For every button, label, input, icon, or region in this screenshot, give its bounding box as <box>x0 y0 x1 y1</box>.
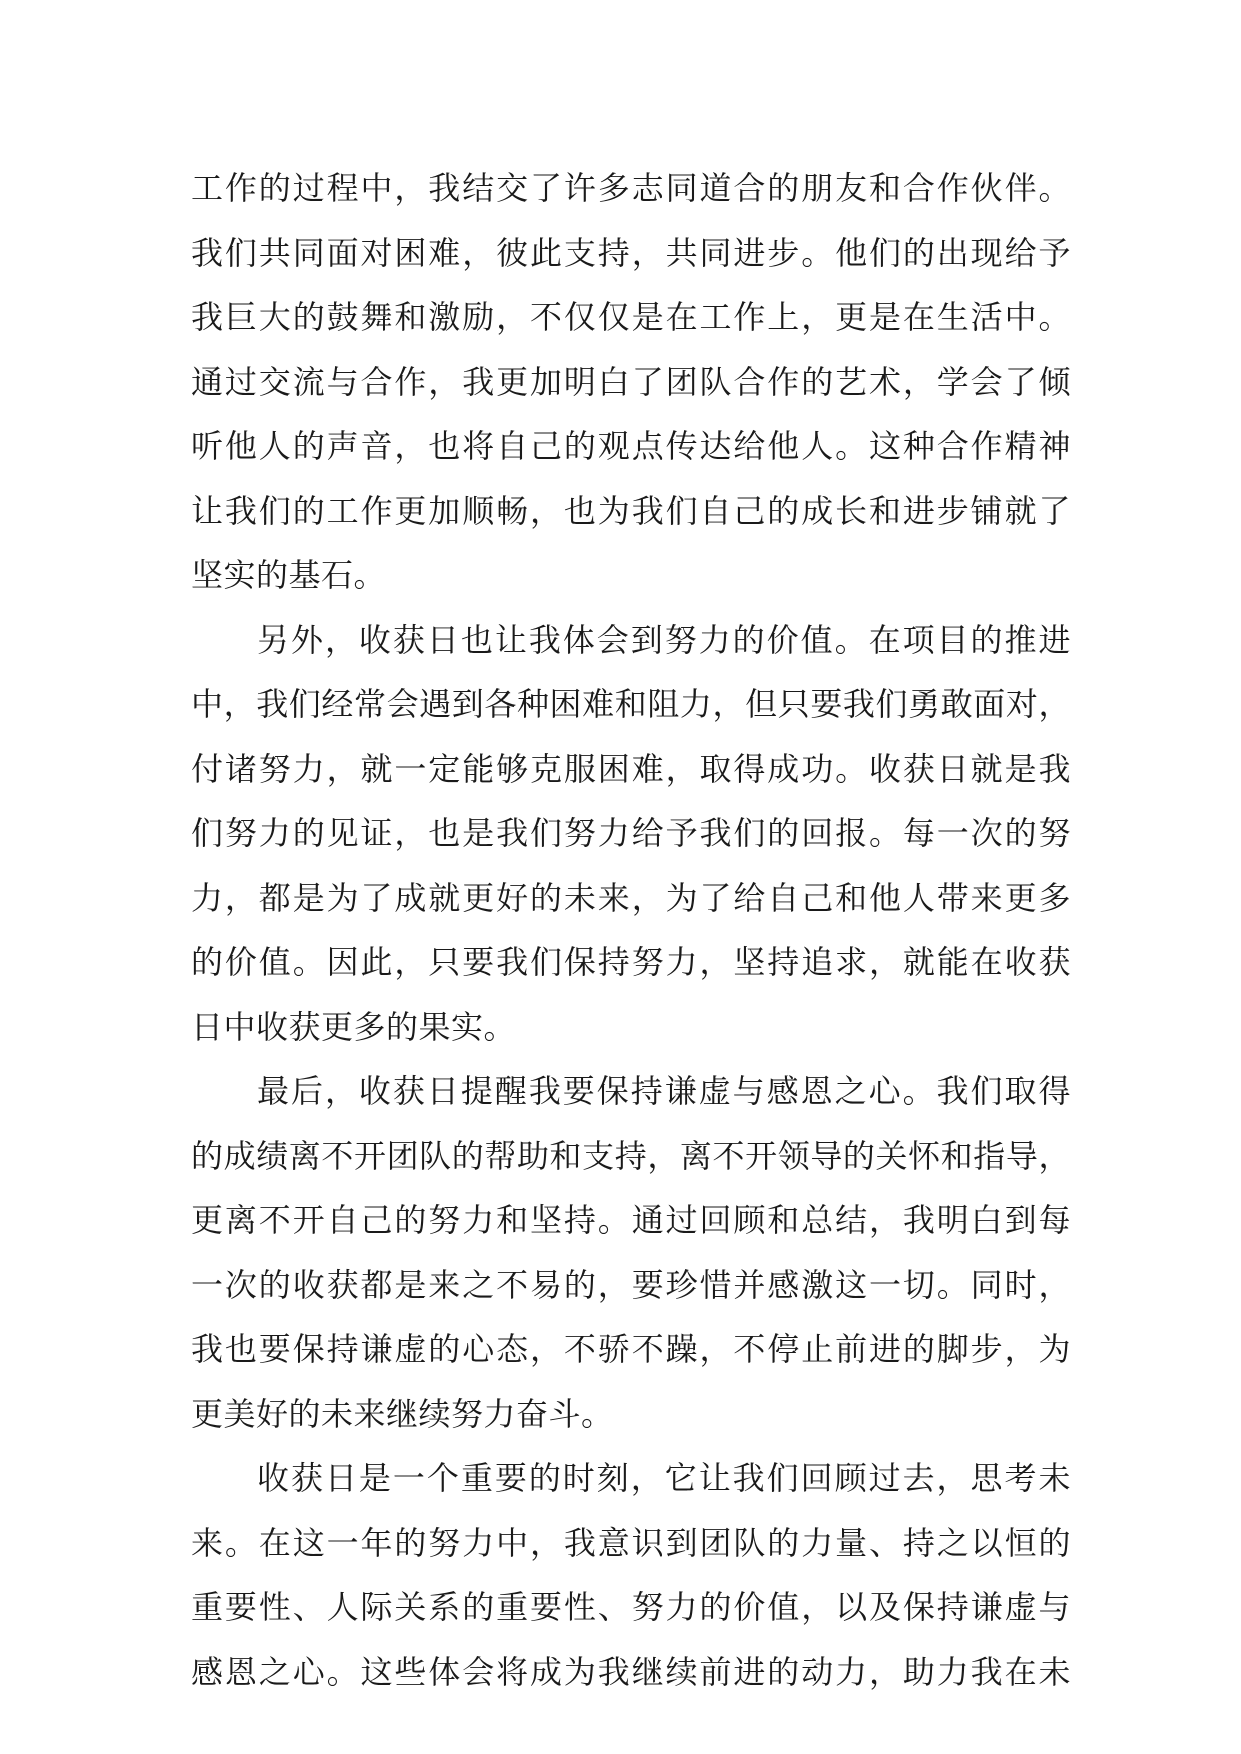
text-line: 中，我们经常会遇到各种困难和阻力，但只要我们勇敢面对， <box>191 685 1071 723</box>
text-line: 更离不开自己的努力和坚持。通过回顾和总结，我明白到每 <box>191 1201 1071 1239</box>
text-line: 来。在这一年的努力中，我意识到团队的力量、持之以恒的 <box>191 1523 1071 1562</box>
text-line: 感恩之心。这些体会将成为我继续前进的动力，助力我在未 <box>191 1652 1071 1691</box>
text-line: 付诸努力，就一定能够克服困难，取得成功。收获日就是我 <box>191 749 1071 788</box>
text-line: 日中收获更多的果实。 <box>191 1007 517 1046</box>
text-line: 力，都是为了成就更好的未来，为了给自己和他人带来更多 <box>191 878 1071 917</box>
text-line: 更美好的未来继续努力奋斗。 <box>191 1394 614 1433</box>
document-body <box>191 156 1071 1704</box>
text-line: 让我们的工作更加顺畅，也为我们自己的成长和进步铺就了 <box>191 491 1071 530</box>
text-line: 的价值。因此，只要我们保持努力，坚持追求，就能在收获 <box>191 943 1071 981</box>
text-line: 重要性、人际关系的重要性、努力的价值，以及保持谦虚与 <box>191 1588 1071 1626</box>
text-line: 收获日是一个重要的时刻，它让我们回顾过去，思考未 <box>257 1459 1071 1497</box>
text-line: 我也要保持谦虚的心态，不骄不躁，不停止前进的脚步，为 <box>191 1330 1071 1368</box>
text-line: 听他人的声音，也将自己的观点传达给他人。这种合作精神 <box>191 427 1071 465</box>
text-line: 我们共同面对困难，彼此支持，共同进步。他们的出现给予 <box>191 233 1071 272</box>
text-line: 另外，收获日也让我体会到努力的价值。在项目的推进 <box>257 620 1071 659</box>
text-line: 我巨大的鼓舞和激励，不仅仅是在工作上，更是在生活中。 <box>191 298 1071 336</box>
text-line: 坚实的基石。 <box>191 556 387 594</box>
text-line: 一次的收获都是来之不易的，要珍惜并感激这一切。同时， <box>191 1265 1071 1304</box>
text-line: 最后，收获日提醒我要保持谦虚与感恩之心。我们取得 <box>257 1072 1071 1110</box>
text-line: 通过交流与合作，我更加明白了团队合作的艺术，学会了倾 <box>191 362 1071 401</box>
text-line: 工作的过程中，我结交了许多志同道合的朋友和合作伙伴。 <box>191 169 1071 207</box>
text-line: 们努力的见证，也是我们努力给予我们的回报。每一次的努 <box>191 814 1071 852</box>
text-line: 的成绩离不开团队的帮助和支持，离不开领导的关怀和指导， <box>191 1136 1071 1175</box>
